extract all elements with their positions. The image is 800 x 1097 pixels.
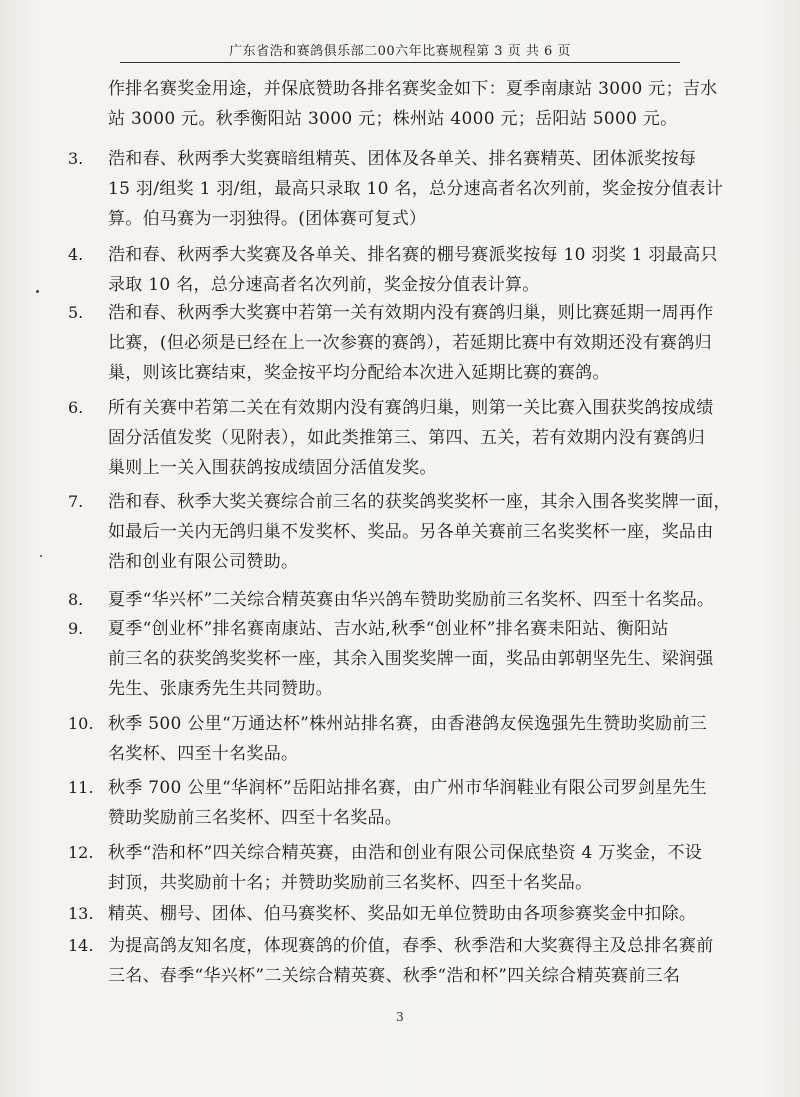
text-line: 巢则上一关入围获鸽按成绩固分活值发奖。 xyxy=(108,458,437,478)
text-line: 作排名赛奖金用途，并保底赞助各排名赛奖金如下：夏季南康站 3000 元；吉水 xyxy=(108,79,718,99)
page-header xyxy=(120,32,680,62)
text-line: 三名、春季“华兴杯”二关综合精英赛、秋季“浩和杯”四关综合精英赛前三名 xyxy=(108,966,681,986)
item-number: 13. xyxy=(68,904,94,923)
text-line: 浩和春、秋两季大奖赛暗组精英、团体及各单关、排名赛精英、团体派奖按每 xyxy=(108,149,697,169)
item-number: 3. xyxy=(68,149,84,168)
text-line: 浩和春、秋两季大奖赛及各单关、排名赛的棚号赛派奖按每 10 羽奖 1 羽最高只 xyxy=(108,245,718,265)
text-line: 夏季“华兴杯”二关综合精英赛由华兴鸽车赞助奖励前三名奖杯、四至十名奖品。 xyxy=(108,590,715,610)
text-line: 浩和春、秋两季大奖赛中若第一关有效期内没有赛鸽归巢，则比赛延期一周再作 xyxy=(108,303,714,323)
item-number: 5. xyxy=(68,303,84,322)
text-line: 名奖杯、四至十名奖品。 xyxy=(108,744,299,764)
item-text xyxy=(108,773,728,833)
item-number: 8. xyxy=(68,590,84,609)
text-line: 为提高鸽友知名度，体现赛鸽的价值，春季、秋季浩和大奖赛得主及总排名赛前 xyxy=(108,936,714,956)
text-line: 录取 10 名，总分速高者名次列前，奖金按分值表计算。 xyxy=(108,275,540,295)
item-number: 9. xyxy=(68,619,84,638)
text-line: 浩和创业有限公司赞助。 xyxy=(108,552,299,572)
text-line: 秋季 700 公里“华润杯”岳阳站排名赛，由广州市华润鞋业有限公司罗剑星先生 xyxy=(108,778,708,798)
item-text xyxy=(108,393,728,483)
page-number: 3 xyxy=(396,1010,404,1024)
text-line: 前三名的获奖鸽奖奖杯一座，其余入围奖奖牌一面，奖品由郭朝坚先生、梁润强 xyxy=(108,649,714,669)
item-text xyxy=(108,585,728,615)
item-number: 12. xyxy=(68,843,94,862)
text-line: 先生、张康秀先生共同赞助。 xyxy=(108,679,333,699)
text-line: 如最后一关内无鸽归巢不发奖杯、奖品。另各单关赛前三名奖奖杯一座，奖品由 xyxy=(108,522,714,542)
text-line: 赞助奖励前三名奖杯、四至十名奖品。 xyxy=(108,808,403,828)
item-text xyxy=(108,240,728,300)
text-line: 封顶，共奖励前十名；并赞助奖励前三名奖杯、四至十名奖品。 xyxy=(108,873,593,893)
item-text xyxy=(108,838,728,898)
text-line: 浩和春、秋季大奖关赛综合前三名的获奖鸽奖奖杯一座，其余入围各奖奖牌一面， xyxy=(108,492,731,512)
text-line: 所有关赛中若第二关在有效期内没有赛鸽归巢，则第一关比赛入围获奖鸽按成绩 xyxy=(108,398,714,418)
header-rule xyxy=(120,62,680,63)
header-title: 广东省浩和赛鸽俱乐部二00六年比赛规程第 3 页 共 6 页 xyxy=(229,44,571,59)
item-text xyxy=(108,614,728,704)
text-line: 算。伯马赛为一羽独得。(团体赛可复式） xyxy=(108,209,427,229)
text-line: 秋季 500 公里“万通达杯”株州站排名赛，由香港鸽友侯逸强先生赞助奖励前三 xyxy=(108,714,708,734)
item-number: 10. xyxy=(68,714,94,733)
item-number: 14. xyxy=(68,936,94,955)
item-number: 11. xyxy=(68,778,94,797)
text-line: 夏季“创业杯”排名赛南康站、吉水站,秋季“创业杯”排名赛耒阳站、衡阳站 xyxy=(108,619,669,639)
item-text xyxy=(108,931,728,991)
text-line: 站 3000 元。秋季衡阳站 3000 元；株州站 4000 元；岳阳站 5000 元。 xyxy=(108,109,678,129)
item-number: 4. xyxy=(68,245,84,264)
text-line: 固分活值发奖（见附表），如此类推第三、第四、五关，若有效期内没有赛鸽归 xyxy=(108,428,705,448)
scan-speck xyxy=(40,555,42,557)
text-line: 巢，则该比赛结束，奖金按平均分配给本次进入延期比赛的赛鸽。 xyxy=(108,363,610,383)
intro-paragraph xyxy=(108,74,718,134)
scan-speck xyxy=(36,290,39,293)
item-number: 6. xyxy=(68,398,84,417)
item-text xyxy=(108,487,731,577)
item-text xyxy=(108,899,728,929)
item-text xyxy=(108,298,728,388)
text-line: 比赛，(但必须是已经在上一次参赛的赛鸽），若延期比赛中有效期还没有赛鸽归 xyxy=(108,333,712,353)
item-text xyxy=(108,709,728,769)
text-line: 精英、棚号、团体、伯马赛奖杯、奖品如无单位赞助由各项参赛奖金中扣除。 xyxy=(108,904,697,924)
text-line: 秋季“浩和杯”四关综合精英赛，由浩和创业有限公司保底垫资 4 万奖金，不设 xyxy=(108,843,703,863)
item-text xyxy=(108,144,728,234)
item-number: 7. xyxy=(68,492,84,511)
text-line: 15 羽/组奖 1 羽/组，最高只录取 10 名，总分速高者名次列前，奖金按分值表计 xyxy=(108,179,724,199)
